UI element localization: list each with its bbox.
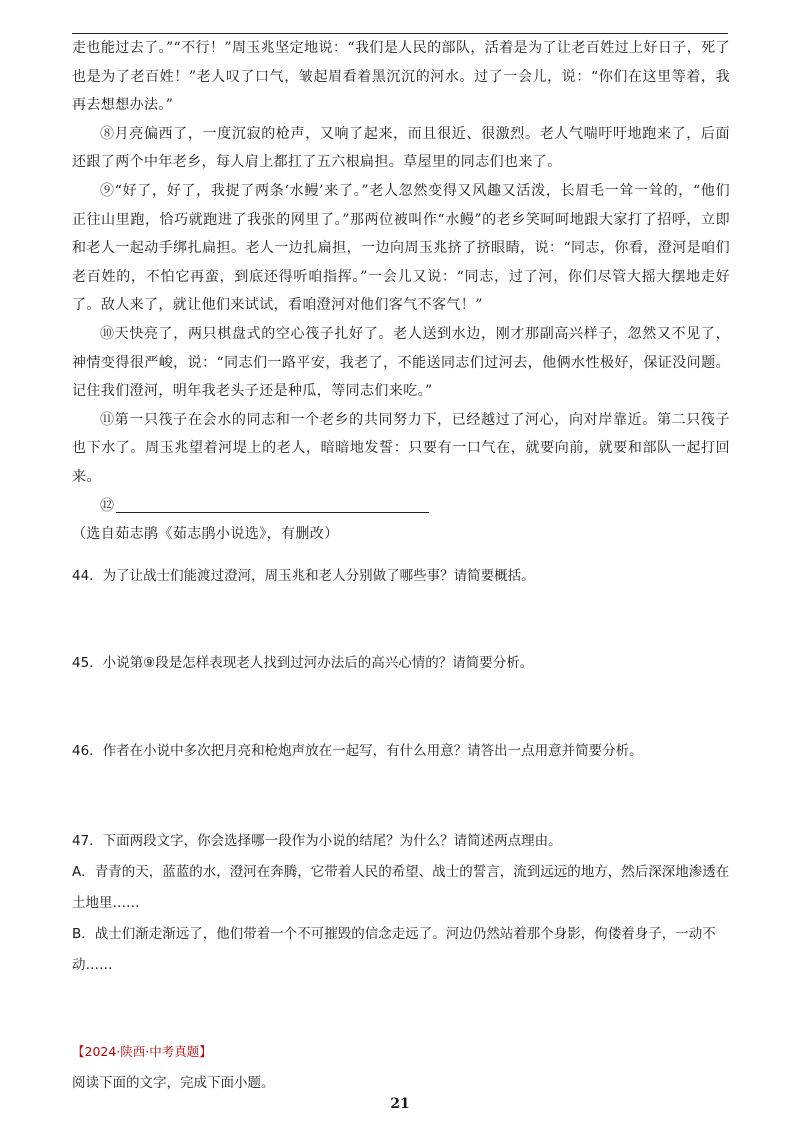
passage-source: （选自茹志鹃《茹志鹃小说选》，有删改） [72, 526, 339, 543]
question-45: 45．小说第⑨段是怎样表现老人找到过河办法后的高兴心情的？请简要分析。 [72, 655, 534, 671]
question-47-option-b: B．战士们渐走渐远了，他们带着一个不可摧毁的信念走远了。河边仍然站着那个身影，佝偻着身子，一动不动…… [72, 926, 716, 973]
page-number: 21 [390, 1096, 410, 1112]
question-46: 46．作者在小说中多次把月亮和枪炮声放在一起写，有什么用意？请答出一点用意并简要分析。 [72, 743, 643, 759]
answer-blank-line[interactable] [116, 496, 429, 513]
paragraph-12-marker: ⑫ [100, 497, 115, 514]
exam-source-tag: 【2024·陕西·中考真题】 [72, 1044, 212, 1059]
reading-instruction: 阅读下面的文字，完成下面小题。 [72, 1075, 275, 1091]
passage-paragraph-8: ⑧月亮偏西了，一度沉寂的枪声，又响了起来，而且很近、很激烈。老人气喘吁吁地跑来了，后面还跟了两个中年老乡，每人肩上都扛了五六根扁担。草屋里的同志们也来了。 [72, 125, 730, 171]
passage-paragraph-10: ⑩天快亮了，两只棋盘式的空心筏子扎好了。老人送到水边，刚才那副高兴样子，忽然又不见了，神情变得很严峻，说：“同志们一路平安，我老了，不能送同志们过河去，他俩水性极好，保证没问题。记住我们澄河，明年我老头子还是种瓜，等同志们来吃。” [72, 325, 730, 400]
passage-paragraph-11: ⑪第一只筏子在会水的同志和一个老乡的共同努力下，已经越过了河心，向对岸靠近。第二只筏子也下水了。周玉兆望着河堤上的老人，暗暗地发誓：只要有一口气在，就要向前，就要和部队一起打回来。 [72, 411, 730, 485]
question-44: 44．为了让战士们能渡过澄河，周玉兆和老人分别做了哪些事？请简要概括。 [72, 568, 535, 584]
question-47-option-a: A．青青的天，蓝蓝的水，澄河在奔腾，它带着人民的希望、战士的誓言，流到远远的地方，然后深深地渗透在土地里…… [72, 864, 730, 911]
passage-paragraph-12 [72, 492, 730, 521]
reading-passage [72, 34, 730, 549]
question-47-stem: 47．下面两段文字，你会选择哪一段作为小说的结尾？为什么？请简述两点理由。 [72, 833, 562, 849]
question-47 [72, 826, 730, 981]
passage-paragraph-9: ⑨“好了，好了，我捉了两条‘水鳗’来了。”老人忽然变得又风趣又活泼，长眉毛一耸一耸的，“他们正往山里跑，恰巧就跑进了我张的网里了。”那两位被叫作“水鳗”的老乡笑呵呵地跟大家打了招呼，立即和老人一起动手绑扎扁担。老人一边扎扁担，一边向周玉兆挤了挤眼睛，说：“同志，你看，澄河是咱们老百姓的，不怕它再蛮，到底还得听咱指挥。”一会儿又说：“同志，过了河，你们尽管大摇大摆地走好了。敌人来了，就让他们来试试，看咱澄河对他们客气不客气！” [72, 182, 730, 314]
passage-paragraph-continued: 走也能过去了。”“不行！”周玉兆坚定地说：“我们是人民的部队，活着是为了让老百姓过上好日子，死了也是为了老百姓！”老人叹了口气，皱起眉看着黑沉沉的河水。过了一会儿，说：“你们在这里等着，我再去想想办法。” [72, 40, 730, 114]
